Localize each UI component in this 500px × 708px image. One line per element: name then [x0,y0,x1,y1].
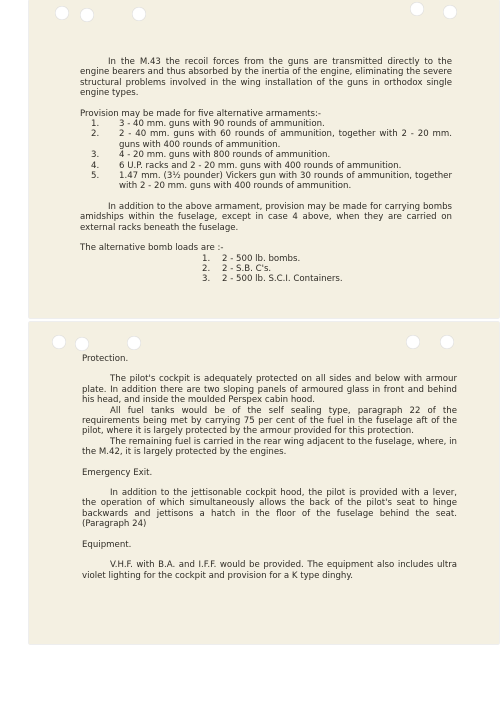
list-item: 1. 2 - 500 lb. bombs. [202,253,301,264]
punch-hole [443,5,457,19]
bombs-paragraph: In addition to the above armament, provision may be made for carrying bombs amidships within the fuselage, except in case 4 above, when they are carried on external racks beneath the fuselage. [80,201,452,233]
list-item: 2. 2 - S.B. C's. [202,263,272,274]
bomb-loads-heading: The alternative bomb loads are :- [80,243,224,254]
emergency-heading: Emergency Exit. [82,467,153,478]
protection-paragraph: The remaining fuel is carried in the rear wing adjacent to the fuselage, where, in the M.42, it is largely protected by the engines. [82,436,457,458]
list-item: 3. 2 - 500 lb. S.C.I. Containers. [202,274,343,285]
equipment-heading: Equipment. [82,539,132,550]
equipment-paragraph: V.H.F. with B.A. and I.F.F. would be provided. The equipment also includes ultra violet lighting for the cockpit and provision for a K type dinghy. [82,560,457,581]
protection-heading: Protection. [82,354,129,364]
protection-paragraph: The pilot's cockpit is adequately protected on all sides and below with armour plate. In addition there are two sloping panels of armoured glass in front and behind his head, and inside the moulded Perspex cabin hood. [82,374,457,406]
punch-hole [55,6,69,20]
punch-hole [406,335,420,349]
provision-heading: Provision may be made for five alternative armaments:- [80,108,322,119]
punch-hole [80,8,94,22]
punch-hole [75,337,89,351]
punch-hole [127,336,141,350]
punch-hole [410,2,424,16]
list-item: 5. 1.47 mm. (3½ pounder) Vickers gun with 30 rounds of ammunition, together with 2 - 20 mm. guns with 400 rounds of ammunition. [91,171,452,192]
list-item: 3. 4 - 20 mm. guns with 800 rounds of ammunition. [91,150,331,161]
document-page-1 [29,0,499,318]
page1-body [80,57,452,285]
document-page-2 [29,322,499,644]
armament-list [80,119,452,192]
emergency-paragraph: In addition to the jettisonable cockpit hood, the pilot is provided with a lever, the operation of which simultaneously allows the back of the pilot's seat to hinge backwards and jettisons a hatch in the floor of the fuselage behind the seat. (Paragraph 24) [82,488,457,530]
page2-body [82,354,457,581]
punch-hole [440,335,454,349]
intro-paragraph: In the M.43 the recoil forces from the guns are transmitted directly to the engine bearers and thus absorbed by the inertia of the engine, eliminating the severe structural problems involved in the wing installation of the guns in orthodox single engine types. [80,57,452,99]
list-item: 4. 6 U.P. racks and 2 - 20 mm. guns with 400 rounds of ammunition. [91,160,402,171]
list-item: 2. 2 - 40 mm. guns with 60 rounds of ammunition, together with 2 - 20 mm. guns with 400 rounds of ammunition. [91,129,452,150]
list-item: 1. 3 - 40 mm. guns with 90 rounds of ammunition. [91,119,325,130]
bomb-loads-list [202,254,452,285]
protection-paragraph: All fuel tanks would be of the self sealing type, paragraph 22 of the requirements being met by carrying 75 per cent of the fuel in the fuselage aft of the pilot, where it is largely protected by the armour provided for this protection. [82,405,457,437]
punch-hole [52,335,66,349]
punch-hole [132,7,146,21]
